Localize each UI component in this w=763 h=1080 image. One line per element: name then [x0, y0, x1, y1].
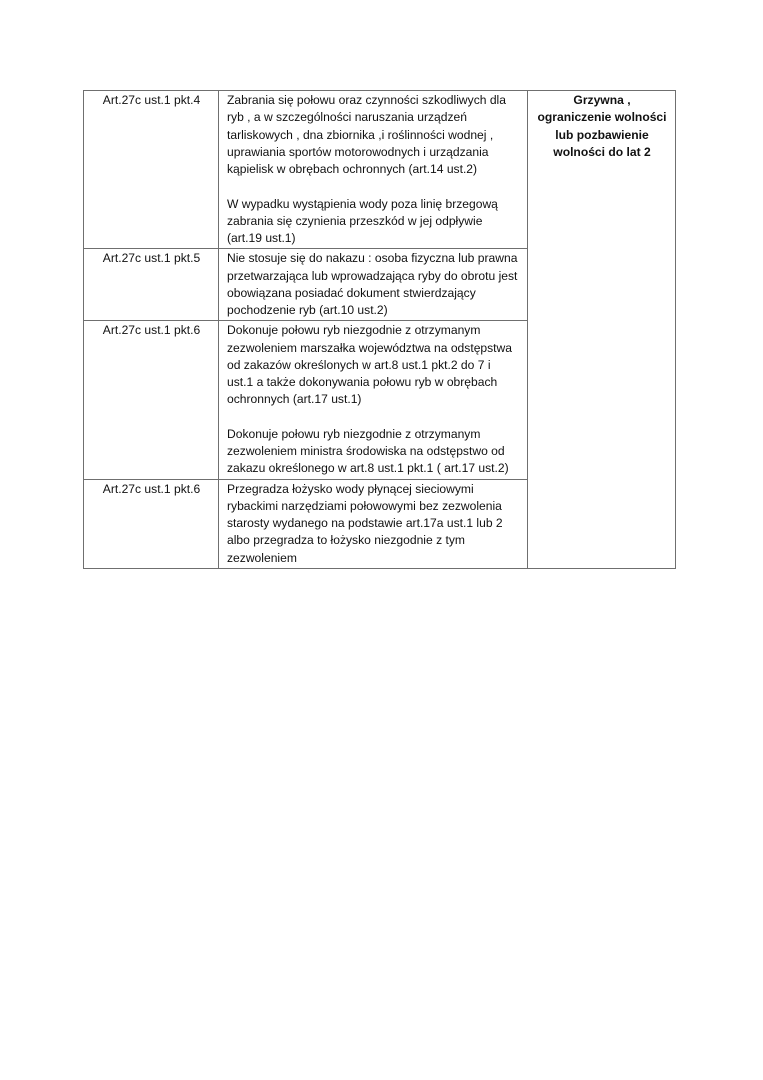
- paragraph-gap: [227, 178, 520, 195]
- description-paragraph: Przegradza łożysko wody płynącej sieciowymi rybackimi narzędziami połowowymi bez zezwolenia starosty wydanego na podstawie art.17a ust.1 lub 2 albo przegradza to łożysko niezgodnie z tym zezwoleniem: [227, 481, 503, 565]
- description-paragraph: W wypadku wystąpienia wody poza linię brzegową zabrania się czynienia przeszkód w jej odpływie (art.19 ust.1): [227, 196, 498, 245]
- penalty-cell: Grzywna , ograniczenie wolności lub pozbawienie wolności do lat 2: [528, 91, 676, 569]
- description-paragraph: Dokonuje połowu ryb niezgodnie z otrzymanym zezwoleniem marszałka województwa na odstępstwa od zakazów określonych w art.8 ust.1 pkt.2 do 7 i ust.1 a także dokonywania połowu ryb w obrębach ochronnych (art.17 ust.1): [227, 323, 513, 407]
- description-paragraph: Nie stosuje się do nakazu : osoba fizyczna lub prawna przetwarzająca lub wprowadzająca ryby do obrotu jest obowiązana posiadać dokument stwierdzający pochodzenie ryb (art.10 ust.2): [227, 251, 518, 317]
- article-reference: Art.27c ust.1 pkt.6: [84, 479, 219, 568]
- article-reference: Art.27c ust.1 pkt.5: [84, 249, 219, 321]
- offense-description: [219, 249, 528, 321]
- article-reference: Art.27c ust.1 pkt.6: [84, 321, 219, 479]
- offense-description: [219, 321, 528, 479]
- penalty-table: [83, 90, 676, 569]
- offense-description: [219, 479, 528, 568]
- description-paragraph: Dokonuje połowu ryb niezgodnie z otrzymanym zezwoleniem ministra środowiska na odstępstwo od zakazu określonego w art.8 ust.1 pkt.1 ( art.17 ust.2): [227, 426, 509, 476]
- offense-description: [219, 91, 528, 249]
- description-paragraph: Zabrania się połowu oraz czynności szkodliwych dla ryb , a w szczególności naruszania urządzeń tarliskowych , dna zbiornika ,i roślinności wodnej , uprawiania sportów motorowodnych i urządzania kąpielisk w obrębach ochronnych (art.14 ust.2): [227, 93, 506, 176]
- paragraph-gap: [227, 409, 520, 426]
- article-reference: Art.27c ust.1 pkt.4: [84, 91, 219, 249]
- table-row: [84, 91, 676, 249]
